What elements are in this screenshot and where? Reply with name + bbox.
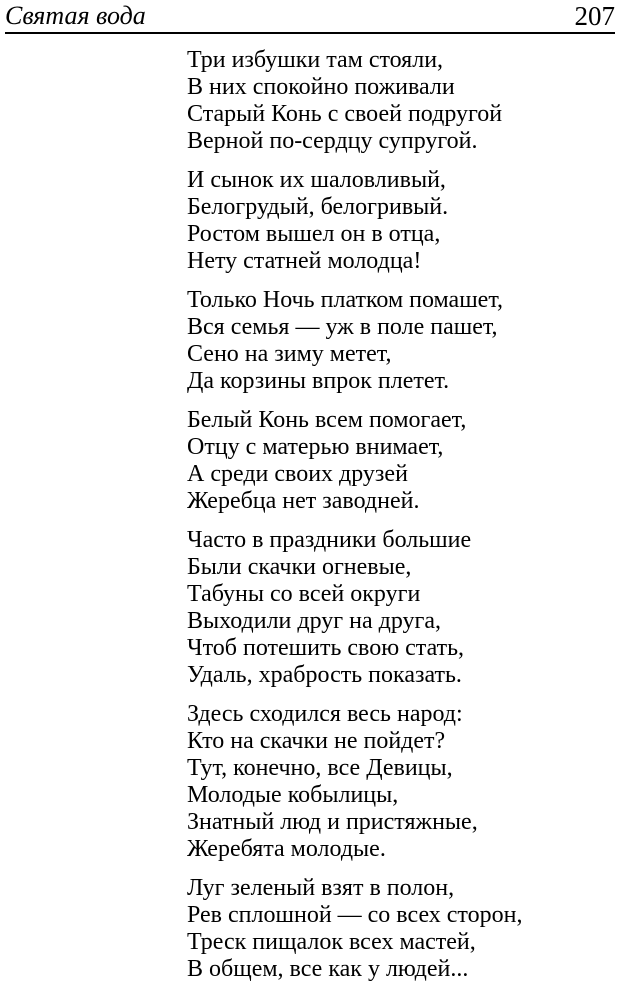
poem-line: Выходили друг на друга, xyxy=(187,608,442,634)
poem-line: Знатный люд и пристяжные, xyxy=(187,809,478,835)
stanza xyxy=(187,527,612,689)
poem-line: Рев сплошной — со всех сторон, xyxy=(187,902,523,928)
poem-line: Треск пищалок всех мастей, xyxy=(187,929,476,955)
poem-line: Старый Конь с своей подругой xyxy=(187,101,503,127)
poem-line: Часто в праздники большие xyxy=(187,527,472,553)
poem-line: Да корзины впрок плетет. xyxy=(187,368,450,394)
stanza xyxy=(187,407,612,515)
poem-line: Отцу с матерью внимает, xyxy=(187,434,444,460)
stanza xyxy=(187,287,612,395)
page-number: 207 xyxy=(574,1,615,31)
poem-line: Жеребята молодые. xyxy=(187,836,386,862)
poem-line: Сено на зиму метет, xyxy=(187,341,392,367)
running-header xyxy=(5,0,615,40)
poem-line: Нету статней молодца! xyxy=(187,248,422,274)
poem-line: В общем, все как у людей... xyxy=(187,956,469,982)
poem-line: Жеребца нет заводней. xyxy=(187,488,420,514)
stanza xyxy=(187,701,612,863)
poem-line: Тут, конечно, все Девицы, xyxy=(187,755,453,781)
poem-line: Чтоб потешить свою стать, xyxy=(187,635,465,661)
stanza xyxy=(187,167,612,275)
poem-line: И сынок их шаловливый, xyxy=(187,167,446,193)
poem-line: Молодые кобылицы, xyxy=(187,782,399,808)
poem-line: А среди своих друзей xyxy=(187,461,408,487)
poem-line: Ростом вышел он в отца, xyxy=(187,221,441,247)
poem-line: Белый Конь всем помогает, xyxy=(187,407,467,433)
stanza xyxy=(187,875,612,983)
poem-line: Белогрудый, белогривый. xyxy=(187,194,449,220)
poem-line: Луг зеленый взят в полон, xyxy=(187,875,455,901)
poem-line: Три избушки там стояли, xyxy=(187,47,444,73)
poem-line: Табуны со всей округи xyxy=(187,581,421,607)
stanza xyxy=(187,47,612,155)
poem-line: Только Ночь платком помашет, xyxy=(187,287,504,313)
poem-line: Удаль, храбрость показать. xyxy=(187,662,462,688)
running-title: Святая вода xyxy=(5,1,146,30)
poem-line: Кто на скачки не пойдет? xyxy=(187,728,446,754)
poem-line: Здесь сходился весь народ: xyxy=(187,701,463,727)
header-rule xyxy=(5,32,615,34)
poem-line: Верной по-сердцу супругой. xyxy=(187,128,478,154)
poem-line: Были скачки огневые, xyxy=(187,554,412,580)
poem xyxy=(187,47,612,995)
poem-line: Вся семья — уж в поле пашет, xyxy=(187,314,498,340)
poem-line: В них спокойно поживали xyxy=(187,74,455,100)
